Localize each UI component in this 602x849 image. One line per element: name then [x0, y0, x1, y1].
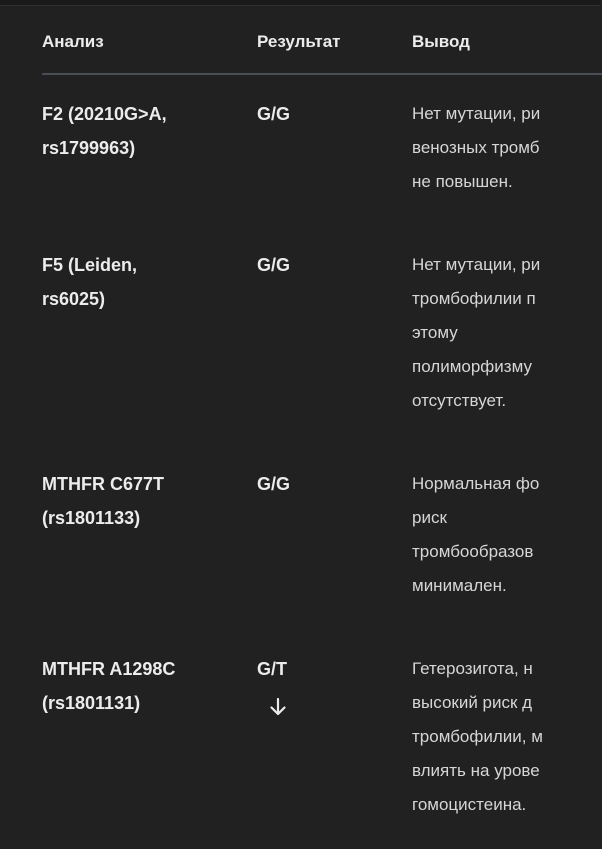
cell-conclusion: Нормальная фо риск тромбообразов минимален.: [412, 474, 540, 595]
header-result: Результат: [257, 0, 412, 74]
table-row: [42, 630, 602, 849]
cell-analysis: [42, 226, 257, 445]
analysis-text: F5 (Leiden, rs6025): [42, 255, 138, 309]
header-analysis: Анализ: [42, 0, 257, 74]
analysis-text: F2 (20210G>A, rs1799963): [42, 104, 167, 158]
table-row: [42, 74, 602, 226]
cell-result: G/G: [257, 474, 291, 494]
cell-result: G/T: [257, 659, 287, 679]
table-row: [42, 445, 602, 630]
cell-analysis: [42, 630, 257, 849]
arrow-down-icon[interactable]: [266, 695, 290, 719]
table-header-row: [42, 0, 602, 74]
cell-conclusion: Нет мутации, ри тромбофилии п этому полиморфизму отсутствует.: [412, 255, 541, 410]
cell-result: G/G: [257, 104, 291, 124]
cell-conclusion: Нет мутации, ри венозных тромб не повышен.: [412, 104, 541, 191]
analysis-text: MTHFR A1298C (rs1801131): [42, 659, 176, 713]
results-table: [42, 0, 602, 849]
analysis-text: MTHFR C677T (rs1801133): [42, 474, 165, 528]
header-conclusion: Вывод: [412, 0, 602, 74]
cell-analysis: [42, 445, 257, 630]
cell-result: G/G: [257, 255, 291, 275]
table-row: [42, 226, 602, 445]
results-table-scroll[interactable]: [42, 0, 558, 814]
cell-analysis: [42, 74, 257, 226]
cell-conclusion: Гетерозигота, н высокий риск д тромбофилии, м влиять на урове гомоцистеина.: [412, 659, 543, 814]
